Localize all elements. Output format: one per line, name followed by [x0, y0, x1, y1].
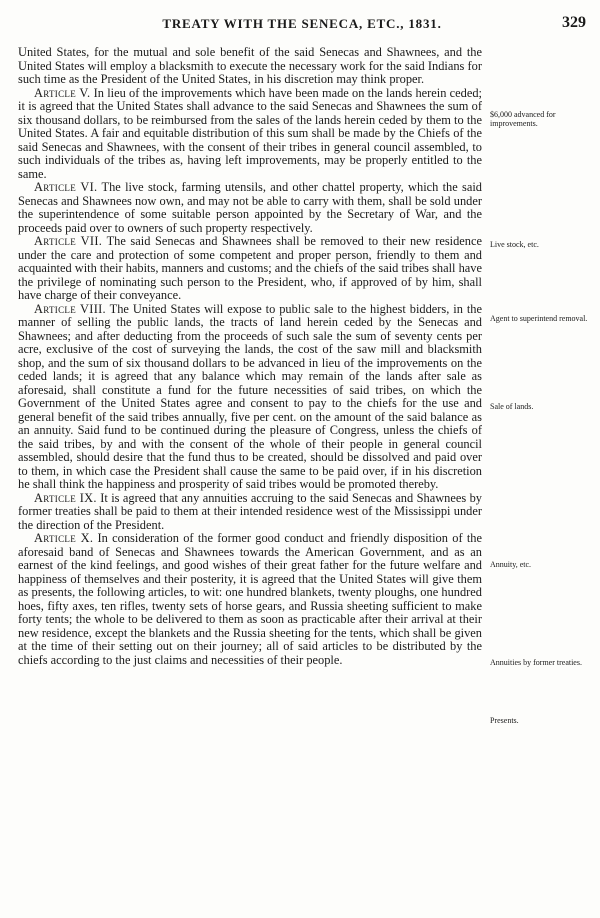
- article-viii: [18, 303, 482, 492]
- paragraph-text: United States, for the mutual and sole benefit of the said Senecas and Shawnees, and the United States will employ a blacksmith to execute the necessary work for the said Indians for such time as the President of the United States, in his discretion may think proper.: [18, 45, 482, 86]
- article-heading: Article VII.: [34, 234, 103, 248]
- article-vii: [18, 235, 482, 303]
- running-head: TREATY WITH THE SENECA, ETC., 1831.: [162, 16, 442, 31]
- margin-note-presents: Presents.: [490, 716, 519, 725]
- article-vi: [18, 181, 482, 235]
- margin-note-agent-removal: Agent to superintend removal.: [490, 314, 588, 323]
- article-text: In consideration of the former good conduct and friendly disposition of the aforesaid band of Senecas and Shawnees towards the American Government, and as an earnest of the kind feelings, and good wishes of their great father for the future welfare and happiness of themselves and their posterity, it is agreed that the United States will give them as presents, the following articles, to wit: one hundred blankets, twenty ploughs, one hundred hoes, fifty axes, ten rifles, twenty sets of horse gears, and Russia sheeting sufficient to make forty tents; the whole to be delivered to them as soon as practicable after their arrival at their new residence, except the blankets and the Russia sheeting for the tents, which shall be given at the time of their setting out on their journey; all of said articles to be distributed by the chiefs according to the just claims and necessities of their people.: [18, 531, 482, 667]
- margin-note-former-treaties: Annuities by former treaties.: [490, 658, 582, 667]
- article-heading: Article VI.: [34, 180, 98, 194]
- article-heading: Article VIII.: [34, 301, 106, 316]
- article-x: [18, 532, 482, 667]
- margin-note-annuity: Annuity, etc.: [490, 560, 532, 569]
- article-text: The said Senecas and Shawnees shall be removed to their new residence under the care and protection of some competent and proper person, friendly to them and acquainted with their habits, manners and customs; and the chiefs of the said tribes shall have the privilege of nominating such person to the President, who, if approved of by him, shall have charge of their conveyance.: [18, 234, 482, 302]
- article-heading: Article IX.: [34, 490, 97, 505]
- article-ix: [18, 492, 482, 533]
- article-heading: Article V.: [34, 85, 91, 100]
- article-text: In lieu of the improvements which have been made on the lands herein ceded; it is agreed that the United States shall advance to the said Senecas and Shawnees the sum of six thousand dollars, to be reimbursed from the sales of the lands herein ceded by them to the United States. A fair and equitable distribution of this sum shall be made by the Chiefs of the said Senecas and Shawnees, with the consent of their tribes in general council assembled, to such individuals of the tribes as, having left improvements, may be properly entitled to the same.: [18, 85, 483, 181]
- paragraph-continuation: [18, 46, 482, 87]
- article-text: The United States will expose to public sale to the highest bidders, in the manner of selling the public lands, the tracts of land herein ceded by the Senecas and Shawnees; and after deducting from the proceeds of such sale the sum of seventy cents per acre, exclusive of the cost of surveying the lands, the cost of the saw mill and blacksmith shop, and the sum of six thousand dollars to be advanced in lieu of the improvements on the ceded lands; it is agreed that any balance which may remain of the lands after sale as aforesaid, shall constitute a fund for the future necessities of said tribes, on which the Government of the United States agree and consent to pay to the chiefs for the use and general benefit of the said tribes annually, five per cent. on the amount of the said balance as an annuity. Said fund to be continued during the pleasure of Congress, unless the chiefs of the said tribes, by and with the consent of the whole of their people in general council assembled, should desire that the fund thus to be created, should be dissolved and paid over to them, in which case the President shall cause the same to be paid over, if in his discretion he shall think the happiness and prosperity of said tribes would be promoted thereby.: [18, 301, 482, 491]
- page-number: 329: [562, 14, 586, 31]
- page-header: [18, 14, 586, 36]
- article-text: The live stock, farming utensils, and other chattel property, which the said Senecas and Shawnees now own, and may not be able to carry with them, shall be sold under the superintendence of some suitable person appointed by the Secretary of War, and the proceeds paid over to owners of such property respectively.: [18, 180, 483, 235]
- margin-note-sale-of-lands: Sale of lands.: [490, 402, 534, 411]
- margin-note-live-stock: Live stock, etc.: [490, 240, 539, 249]
- treaty-text: [18, 46, 482, 667]
- article-v: [18, 87, 482, 182]
- article-heading: Article X.: [34, 531, 94, 545]
- margin-note-improvements: $6,000 advanced for improvements.: [490, 110, 556, 128]
- article-text: It is agreed that any annuities accruing to the said Senecas and Shawnees by former treaties shall be paid to them at their intended residence west of the Mississippi under the direction of the President.: [18, 490, 482, 532]
